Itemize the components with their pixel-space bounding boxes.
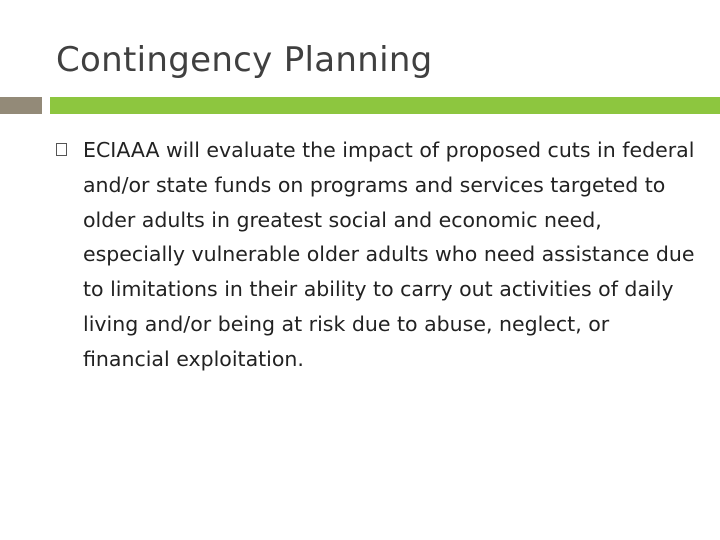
- square-outline-bullet-icon: [56, 143, 67, 156]
- slide-title: Contingency Planning: [56, 40, 433, 80]
- bullet-text: ECIAAA will evaluate the impact of proposed cuts in federal and/or state funds on programs and services targeted to older adults in greatest social and economic need, especially vulnerable older adults who need assistance due to limitations in their ability to carry out activities of daily living and/or being at risk due to abuse, neglect, or financial exploitation.: [83, 138, 695, 371]
- title-rule-right-segment: [50, 97, 720, 114]
- title-rule-left-segment: [0, 97, 42, 114]
